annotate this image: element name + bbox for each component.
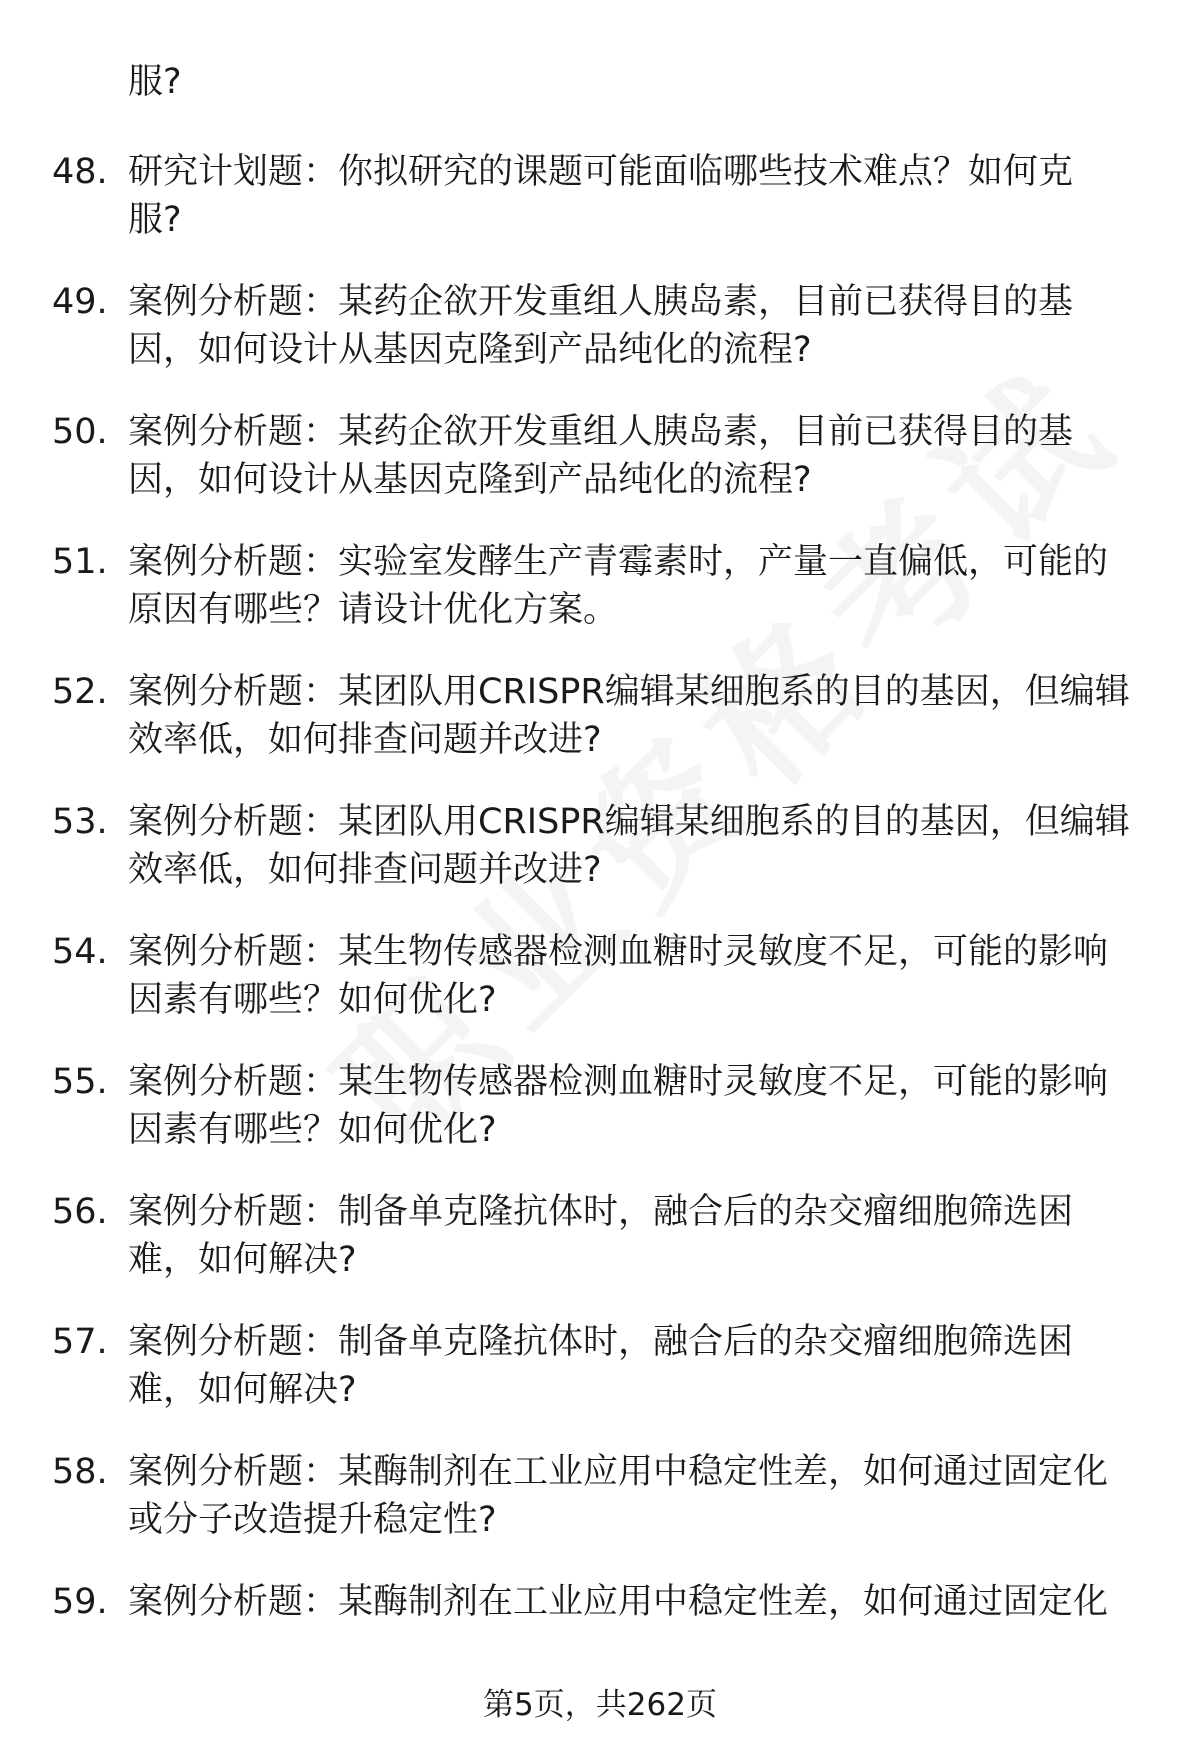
question-line: 原因有哪些？请设计优化方案。 — [128, 590, 619, 630]
question-text — [128, 538, 1158, 634]
page-number-footer: 第5页，共262页 — [483, 1687, 717, 1723]
question-number: 49. — [52, 282, 108, 322]
question-line: 案例分析题：制备单克隆抗体时，融合后的杂交瘤细胞筛选困 — [128, 1192, 1074, 1232]
question-line: 难，如何解决? — [128, 1240, 357, 1280]
list-item — [0, 1188, 1200, 1318]
list-item — [0, 1578, 1200, 1638]
question-text — [128, 798, 1158, 894]
question-text — [128, 148, 1158, 244]
question-number: 58. — [52, 1452, 108, 1492]
question-number: 50. — [52, 412, 108, 452]
question-line: 案例分析题：某酶制剂在工业应用中稳定性差，如何通过固定化 — [128, 1582, 1109, 1622]
question-number: 54. — [52, 932, 108, 972]
question-text — [128, 278, 1158, 374]
question-number: 48. — [52, 152, 108, 192]
question-line: 或分子改造提升稳定性? — [128, 1500, 497, 1540]
question-line: 案例分析题：制备单克隆抗体时，融合后的杂交瘤细胞筛选困 — [128, 1322, 1074, 1362]
question-number: 55. — [52, 1062, 108, 1102]
question-text — [128, 1578, 1158, 1626]
question-line: 案例分析题：某生物传感器检测血糖时灵敏度不足，可能的影响 — [128, 1062, 1109, 1102]
question-number: 59. — [52, 1582, 108, 1622]
list-item — [0, 1448, 1200, 1578]
question-line: 研究计划题：你拟研究的课题可能面临哪些技术难点？如何克 — [128, 152, 1074, 192]
question-line: 因素有哪些？如何优化? — [128, 980, 497, 1020]
question-line: 案例分析题：某团队用CRISPR编辑某细胞系的目的基因，但编辑 — [128, 802, 1130, 842]
question-line: 因，如何设计从基因克隆到产品纯化的流程? — [128, 460, 812, 500]
question-line: 案例分析题：实验室发酵生产青霉素时，产量一直偏低，可能的 — [128, 542, 1109, 582]
question-line: 效率低，如何排查问题并改进? — [128, 720, 602, 760]
question-number: 51. — [52, 542, 108, 582]
question-line: 因素有哪些？如何优化? — [128, 1110, 497, 1150]
list-item — [0, 798, 1200, 928]
question-line: 案例分析题：某药企欲开发重组人胰岛素，目前已获得目的基 — [128, 412, 1074, 452]
continuation-text: 服? — [128, 62, 182, 102]
list-item — [0, 928, 1200, 1058]
question-number: 56. — [52, 1192, 108, 1232]
question-text — [128, 408, 1158, 504]
list-item — [0, 668, 1200, 798]
question-line: 效率低，如何排查问题并改进? — [128, 850, 602, 890]
question-number: 57. — [52, 1322, 108, 1362]
question-number: 52. — [52, 672, 108, 712]
question-line: 难，如何解决? — [128, 1370, 357, 1410]
question-number: 53. — [52, 802, 108, 842]
question-line: 案例分析题：某团队用CRISPR编辑某细胞系的目的基因，但编辑 — [128, 672, 1130, 712]
question-line: 案例分析题：某药企欲开发重组人胰岛素，目前已获得目的基 — [128, 282, 1074, 322]
question-text — [128, 928, 1158, 1024]
question-line: 服? — [128, 200, 182, 240]
list-item — [0, 408, 1200, 538]
question-text — [128, 1058, 1158, 1154]
list-item — [0, 1058, 1200, 1188]
question-text — [128, 1188, 1158, 1284]
list-item — [0, 278, 1200, 408]
question-text — [128, 1318, 1158, 1414]
question-list — [0, 148, 1200, 1638]
list-item — [0, 148, 1200, 278]
question-text — [128, 668, 1158, 764]
question-line: 案例分析题：某生物传感器检测血糖时灵敏度不足，可能的影响 — [128, 932, 1109, 972]
list-item — [0, 1318, 1200, 1448]
question-line: 因，如何设计从基因克隆到产品纯化的流程? — [128, 330, 812, 370]
question-line: 案例分析题：某酶制剂在工业应用中稳定性差，如何通过固定化 — [128, 1452, 1109, 1492]
question-text — [128, 1448, 1158, 1544]
list-item — [0, 538, 1200, 668]
